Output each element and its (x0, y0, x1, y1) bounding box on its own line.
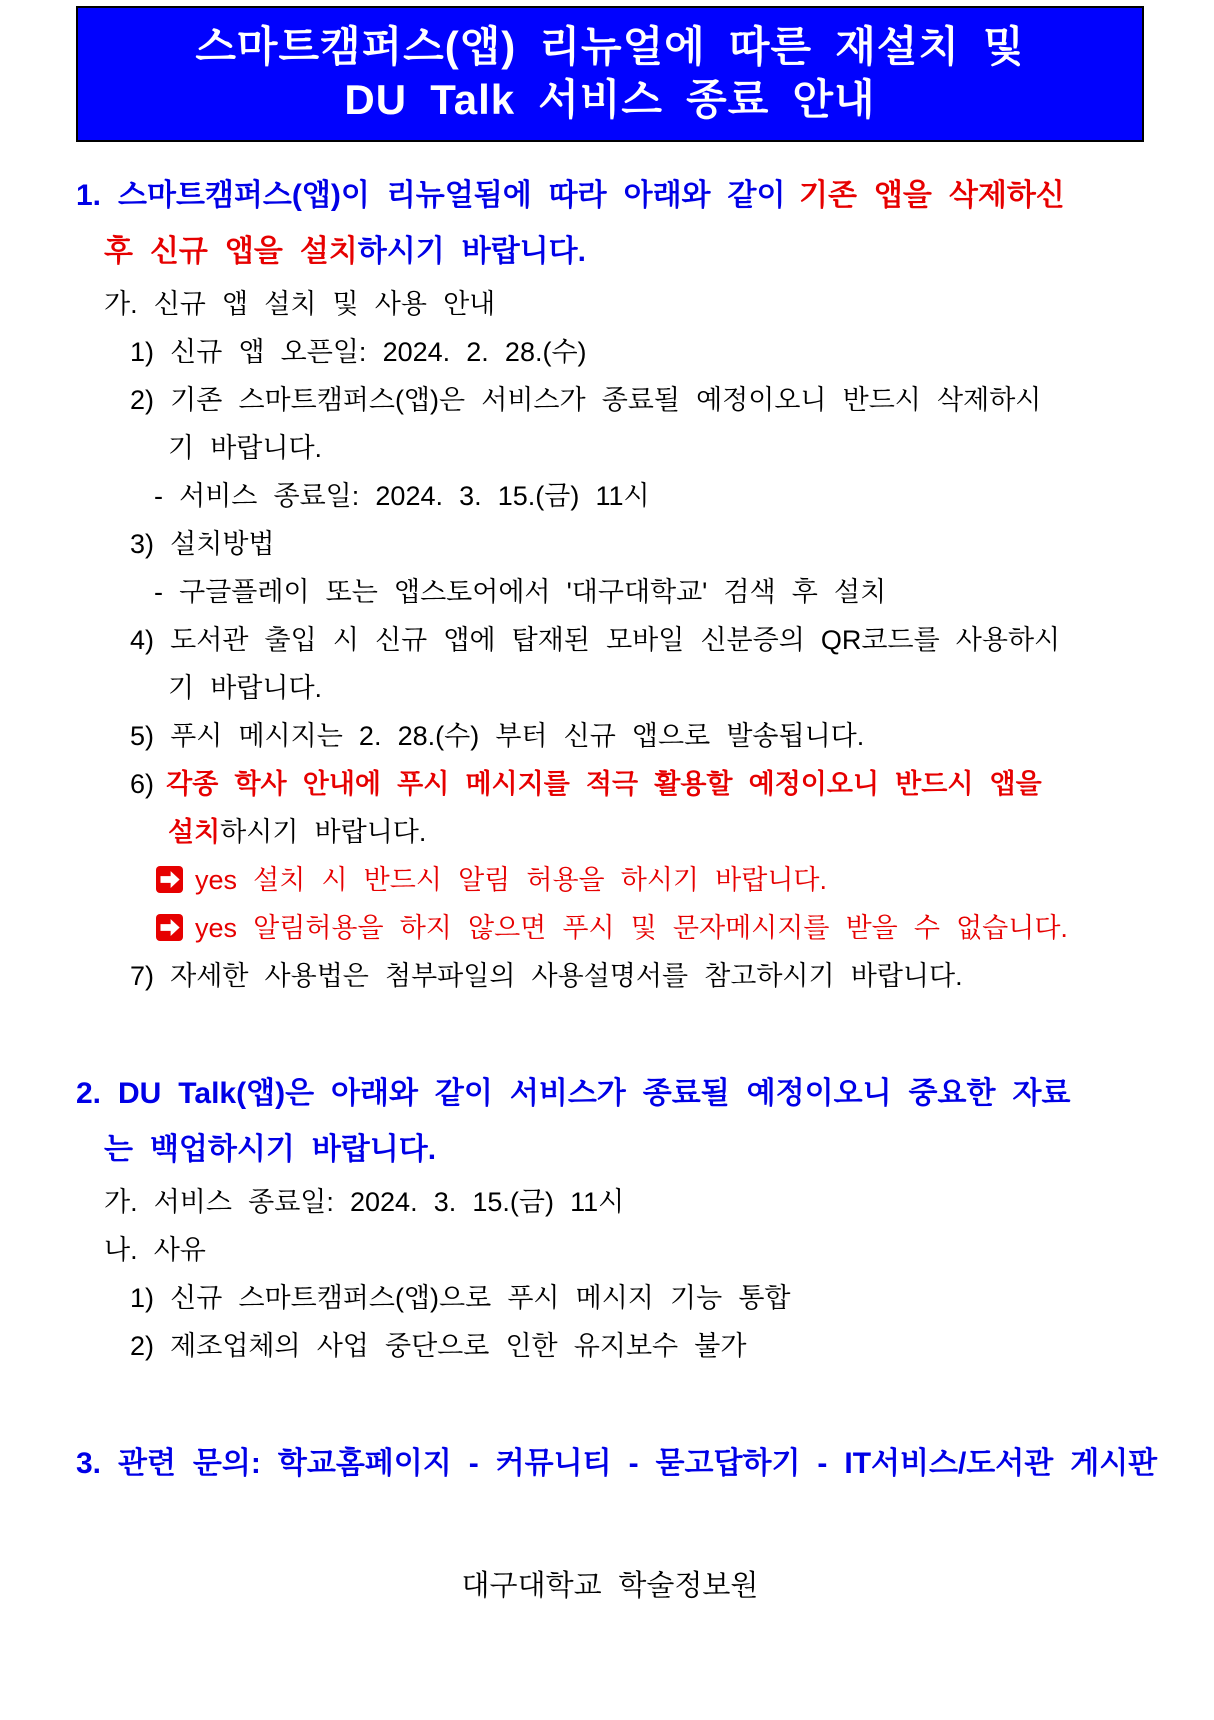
section3-contact-heading: 3. 관련 문의: 학교홈페이지 - 커뮤니티 - 묻고답하기 - IT서비스/도서관 게시판 (76, 1447, 1158, 1480)
footer-signature: 대구대학교 학술정보원 (461, 1570, 759, 1602)
note-no-notifications (76, 904, 1144, 952)
item-6-push-usage (76, 760, 1144, 808)
heading1-text-red: 기존 앱을 삭제하신 (798, 179, 1065, 212)
note-no-notif-text: yes 알림허용을 하지 않으면 푸시 및 문자메시지를 받을 수 없습니다. (195, 913, 1068, 943)
section2-heading-line1: 2. DU Talk(앱)은 아래와 같이 서비스가 종료될 예정이오니 중요한 자료 (76, 1077, 1071, 1110)
item-2-continuation: 기 바랍니다. (168, 433, 323, 463)
item-6-number: 6) (130, 769, 155, 799)
reason-2-maintenance: 2) 제조업체의 사업 중단으로 인한 유지보수 불가 (130, 1331, 747, 1361)
item-ga-end-date: 가. 서비스 종료일: 2024. 3. 15.(금) 11시 (104, 1187, 625, 1217)
item-3-store-search: - 구글플레이 또는 앱스토어에서 '대구대학교' 검색 후 설치 (154, 577, 887, 607)
item-2-delete-old-app: 2) 기존 스마트캠퍼스(앱)은 서비스가 종료될 예정이오니 반드시 삭제하시 (130, 385, 1042, 415)
title-line-2: DU Talk 서비스 종료 안내 (344, 76, 876, 123)
notice-body (76, 168, 1158, 1610)
item-2-service-end-date: - 서비스 종료일: 2024. 3. 15.(금) 11시 (154, 481, 650, 511)
arrow-right-icon (156, 866, 183, 893)
item-6-continuation (76, 808, 1144, 856)
heading1-cont-blue: 하시기 바랍니다. (357, 235, 586, 268)
item-ga-app-guide: 가. 신규 앱 설치 및 사용 안내 (104, 289, 496, 319)
heading1-cont-red: 후 신규 앱을 설치 (104, 235, 358, 268)
item-6-text-red: 각종 학사 안내에 푸시 메시지를 적극 활용할 예정이오니 반드시 앱을 (166, 769, 1042, 799)
item-5-push-message: 5) 푸시 메시지는 2. 28.(수) 부터 신규 앱으로 발송됩니다. (130, 721, 865, 751)
item-na-reason: 나. 사유 (104, 1235, 206, 1265)
section2-heading-line2: 는 백업하시기 바랍니다. (104, 1133, 437, 1166)
arrow-right-icon (156, 914, 183, 941)
title-line-1: 스마트캠퍼스(앱) 리뉴얼에 따른 재설치 및 (195, 23, 1025, 70)
note-allow-notifications (76, 856, 1144, 904)
note-allow-text: yes 설치 시 반드시 알림 허용을 하시기 바랍니다. (195, 865, 827, 895)
reason-1-push-integration: 1) 신규 스마트캠퍼스(앱)으로 푸시 메시지 기능 통합 (130, 1283, 791, 1313)
item-6-install-red: 설치 (168, 817, 221, 847)
item-3-install-method: 3) 설치방법 (130, 529, 275, 559)
item-1-open-date: 1) 신규 앱 오픈일: 2024. 2. 28.(수) (130, 337, 587, 367)
section1-heading-line1 (76, 168, 1144, 224)
section1-heading-line2 (76, 224, 1144, 280)
heading1-text-blue: 1. 스마트캠퍼스(앱)이 리뉴얼됨에 따라 아래와 같이 (76, 179, 786, 212)
notice-title-banner (76, 6, 1144, 142)
item-6-cont-black: 하시기 바랍니다. (220, 817, 427, 847)
item-4-library-qr: 4) 도서관 출입 시 신규 앱에 탑재된 모바일 신분증의 QR코드를 사용하시 (130, 625, 1061, 655)
item-7-manual: 7) 자세한 사용법은 첨부파일의 사용설명서를 참고하시기 바랍니다. (130, 961, 963, 991)
item-4-continuation: 기 바랍니다. (168, 673, 323, 703)
